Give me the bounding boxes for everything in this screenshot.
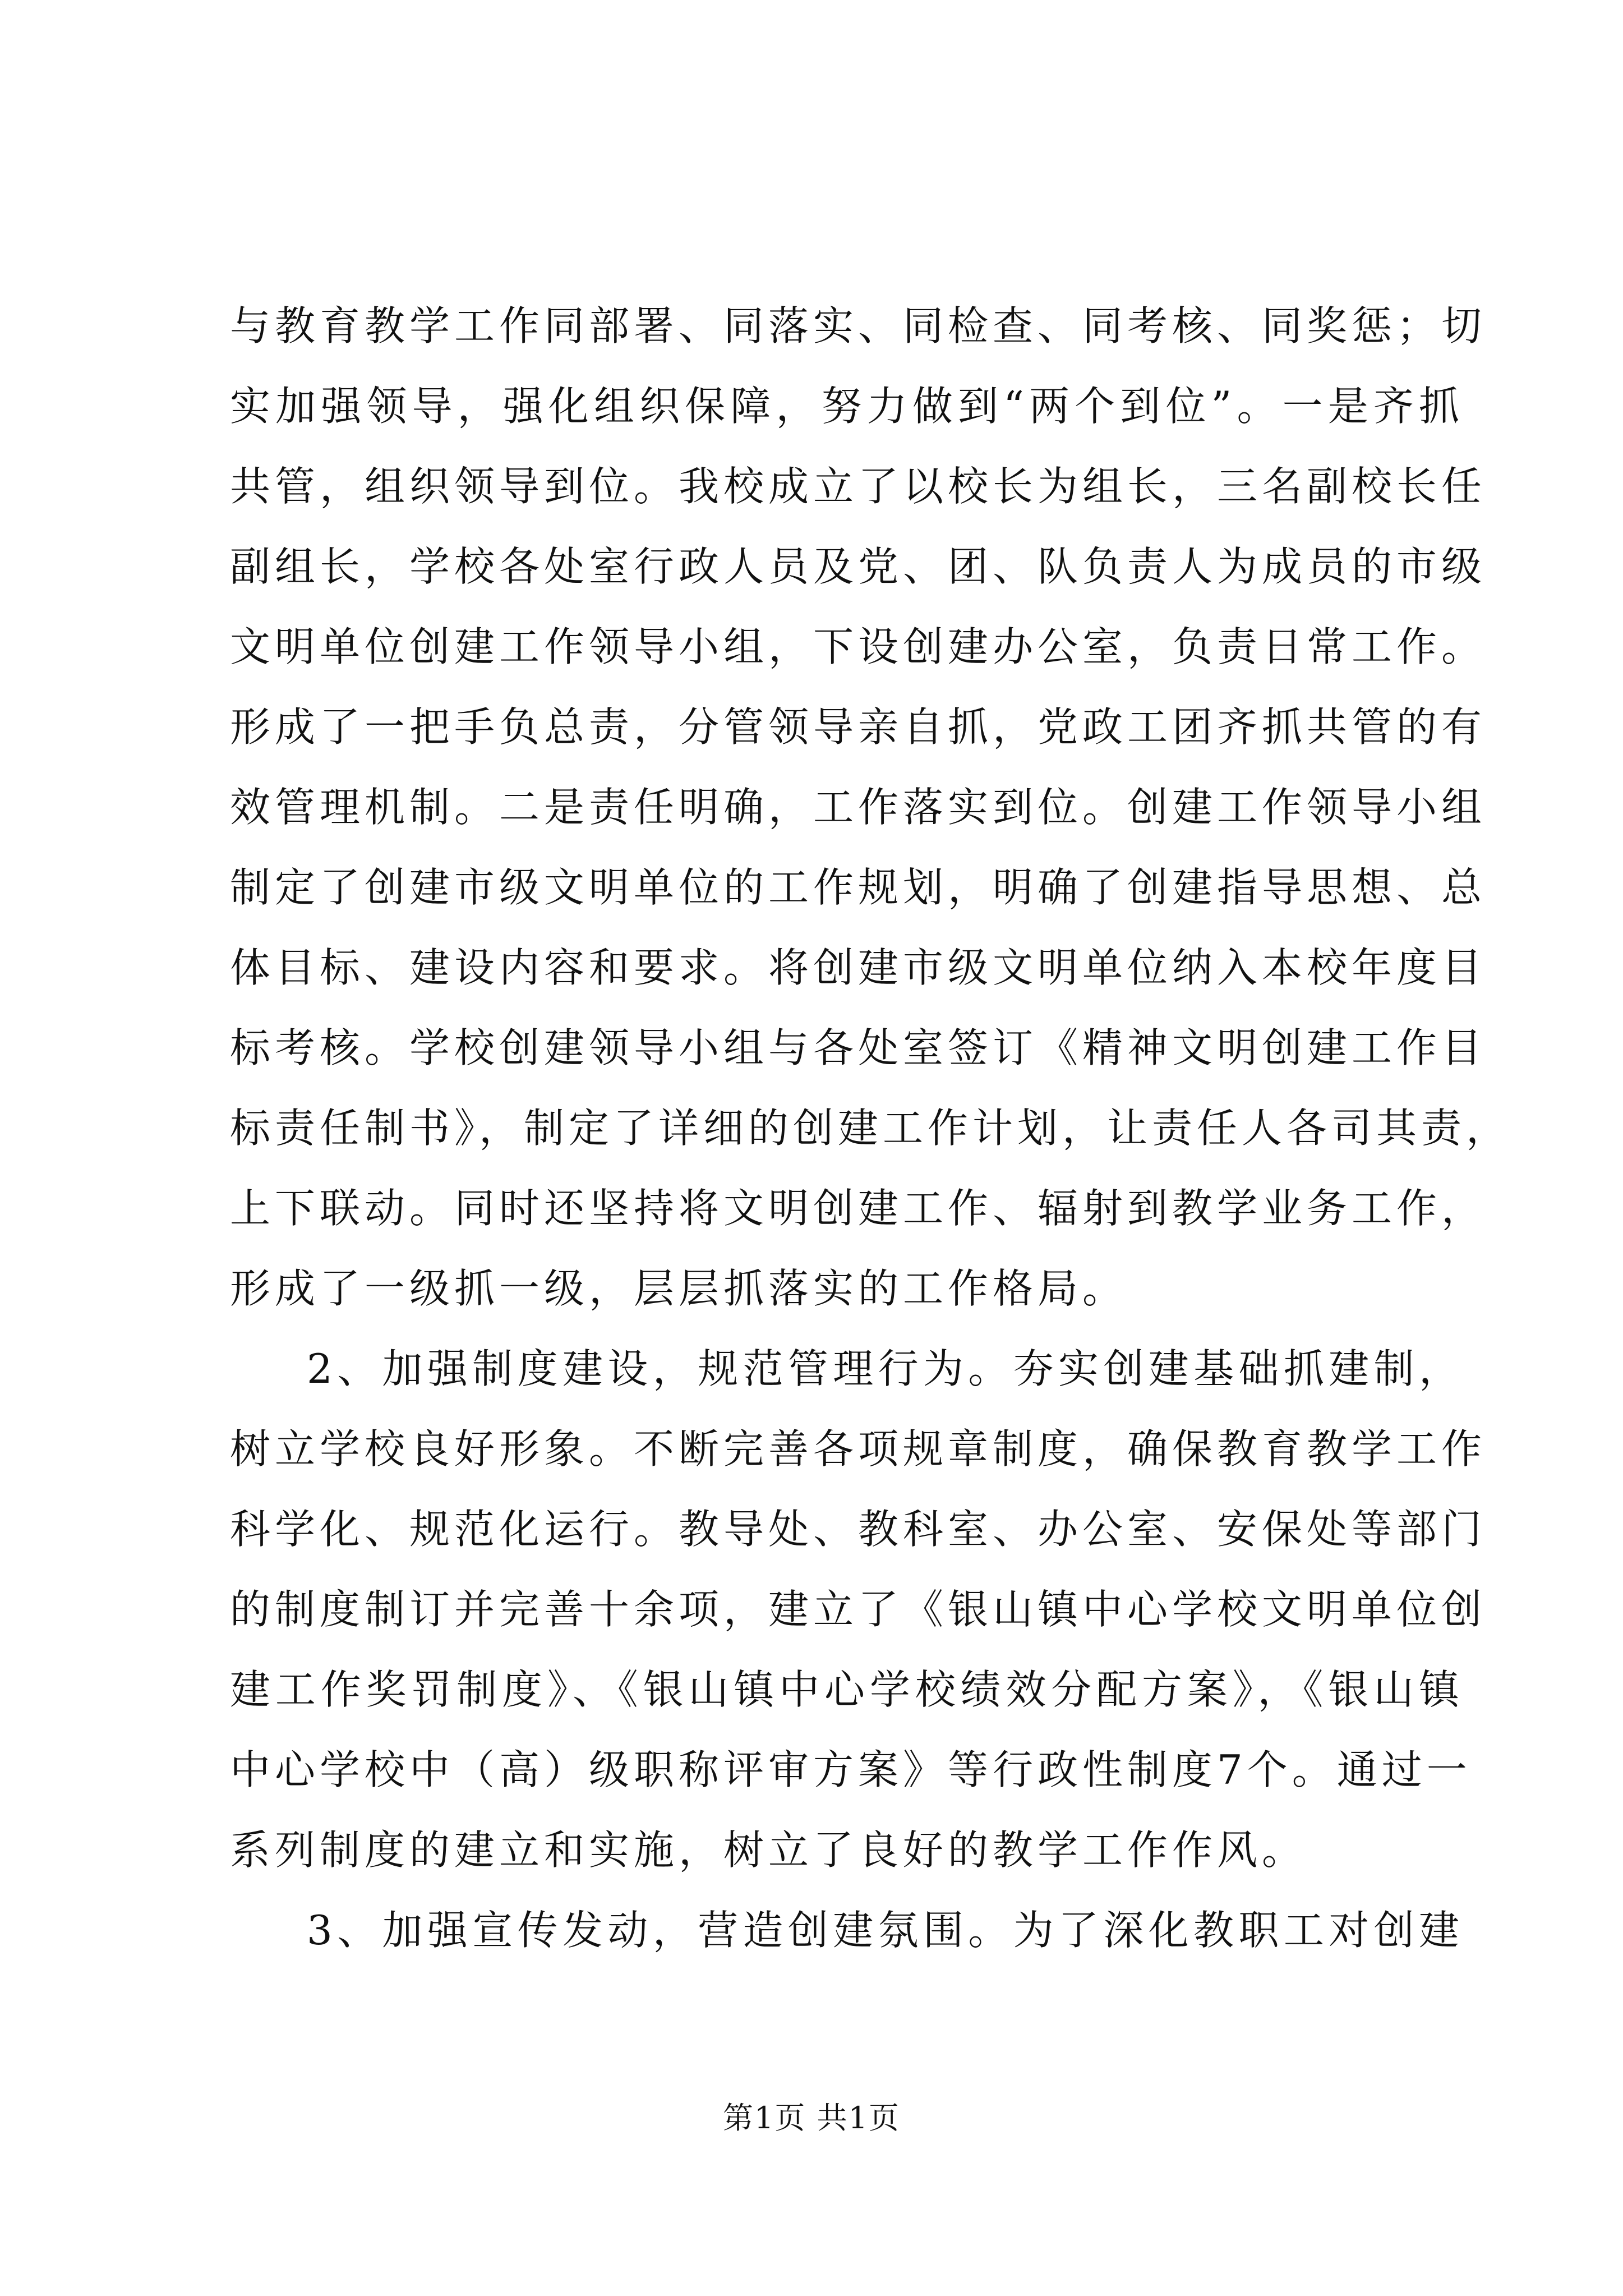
paragraph-1-line-4: 副组长，学校各处室行政人员及党、团、队负责人为成员的市级 [230, 543, 1487, 590]
paragraph-2-line-1: 2、加强制度建设，规范管理行为。夯实创建基础抓建制， [307, 1345, 1464, 1392]
paragraph-2-line-4: 的制度制订并完善十余项，建立了《银山镇中心学校文明单位创 [230, 1586, 1487, 1633]
paragraph-1-line-7: 效管理机制。二是责任明确，工作落实到位。创建工作领导小组 [230, 784, 1487, 831]
paragraph-2-line-7: 系列制度的建立和实施，树立了良好的教学工作作风。 [230, 1826, 1307, 1874]
paragraph-2-line-2: 树立学校良好形象。不断完善各项规章制度，确保教育教学工作 [230, 1425, 1487, 1473]
paragraph-1-line-2: 实加强领导，强化组织保障，努力做到“两个到位”。一是齐抓 [230, 383, 1464, 430]
paragraph-1-line-1: 与教育教学工作同部署、同落实、同检查、同考核、同奖惩；切 [230, 302, 1487, 349]
paragraph-2-line-6: 中心学校中（高）级职称评审方案》等行政性制度7个。通过一 [230, 1746, 1472, 1793]
paragraph-1-line-8: 制定了创建市级文明单位的工作规划，明确了创建指导思想、总 [230, 864, 1487, 911]
page-footer: 第1页 共1页 [723, 2100, 900, 2136]
paragraph-3-line-1: 3、加强宣传发动，营造创建氛围。为了深化教职工对创建 [307, 1907, 1464, 1954]
paragraph-1-line-6: 形成了一把手负总责，分管领导亲自抓，党政工团齐抓共管的有 [230, 703, 1487, 751]
paragraph-2-line-5: 建工作奖罚制度》、《银山镇中心学校绩效分配方案》，《银山镇 [230, 1666, 1464, 1713]
paragraph-1-line-11: 标责任制书》，制定了详细的创建工作计划，让责任人各司其责， [230, 1105, 1511, 1152]
paragraph-1-line-12: 上下联动。同时还坚持将文明创建工作、辐射到教学业务工作， [230, 1185, 1487, 1232]
paragraph-1-line-9: 体目标、建设内容和要求。将创建市级文明单位纳入本校年度目 [230, 944, 1487, 991]
paragraph-2-line-3: 科学化、规范化运行。教导处、教科室、办公室、安保处等部门 [230, 1506, 1487, 1553]
paragraph-1-line-3: 共管，组织领导到位。我校成立了以校长为组长，三名副校长任 [230, 463, 1487, 510]
paragraph-1-line-5: 文明单位创建工作领导小组，下设创建办公室，负责日常工作。 [230, 623, 1487, 670]
paragraph-1-line-10: 标考核。学校创建领导小组与各处室签订《精神文明创建工作目 [230, 1024, 1487, 1071]
paragraph-1-line-13: 形成了一级抓一级，层层抓落实的工作格局。 [230, 1265, 1128, 1312]
